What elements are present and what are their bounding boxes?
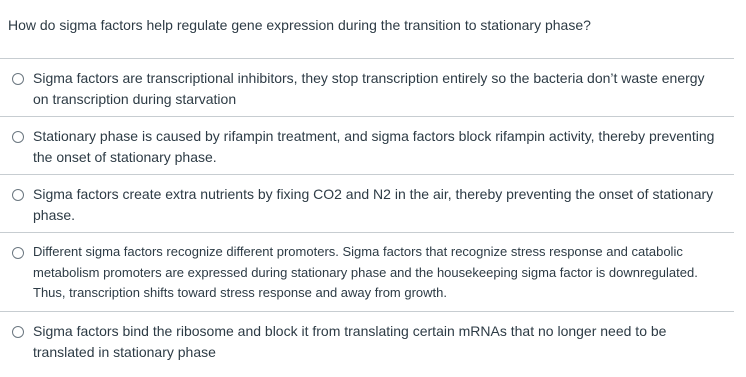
radio-button[interactable] bbox=[12, 131, 24, 143]
answer-option-4[interactable] bbox=[0, 232, 734, 311]
radio-button[interactable] bbox=[12, 189, 24, 201]
answer-label: Stationary phase is caused by rifampin treatment, and sigma factors block rifampin activity, thereby preventing the onset of stationary phase. bbox=[33, 128, 715, 165]
answer-list bbox=[0, 58, 734, 371]
answer-label: Different sigma factors recognize different promoters. Sigma factors that recognize stress response and catabolic metabolism promoters are expressed during stationary phase and the housekeeping sigma factor is downregulated. Thus, transcription shifts toward stress response and away from growth. bbox=[33, 244, 698, 300]
answer-label: Sigma factors bind the ribosome and block it from translating certain mRNAs that no longer need to be translated in stationary phase bbox=[33, 323, 667, 360]
radio-button[interactable] bbox=[12, 247, 24, 259]
answer-label: Sigma factors create extra nutrients by fixing CO2 and N2 in the air, thereby preventing the onset of stationary phase. bbox=[33, 186, 714, 223]
answer-option-3[interactable] bbox=[0, 174, 734, 232]
radio-button[interactable] bbox=[12, 73, 24, 85]
answer-option-2[interactable] bbox=[0, 116, 734, 174]
answer-label: Sigma factors are transcriptional inhibitors, they stop transcription entirely so the bacteria don’t waste energy on transcription during starvation bbox=[33, 70, 705, 107]
radio-button[interactable] bbox=[12, 326, 24, 338]
answer-option-1[interactable] bbox=[0, 58, 734, 116]
answer-option-5[interactable] bbox=[0, 311, 734, 371]
question-text: How do sigma factors help regulate gene expression during the transition to stationary phase? bbox=[8, 17, 591, 33]
